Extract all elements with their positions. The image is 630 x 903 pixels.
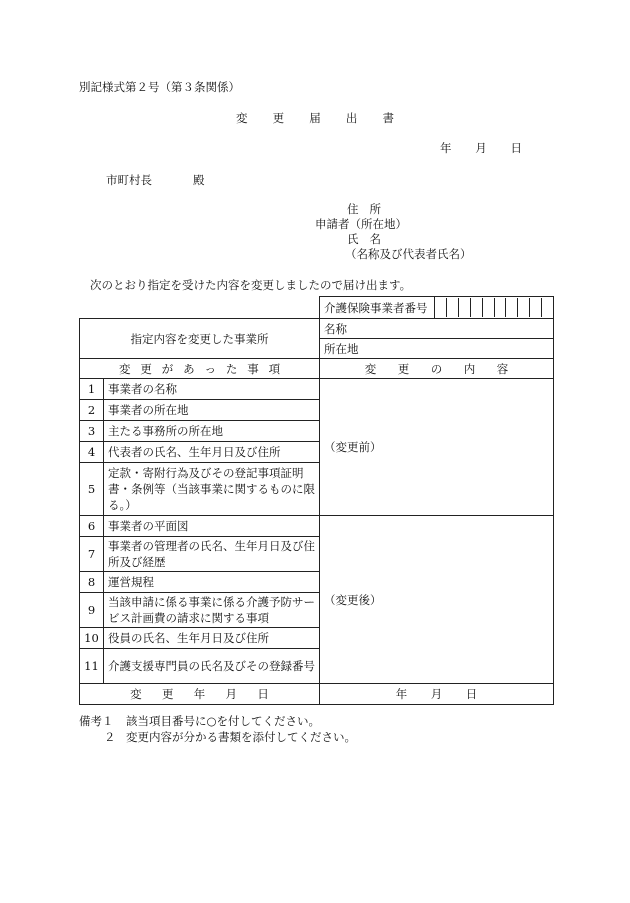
item-text: 定款・寄附行為及びその登記事項証明書・条例等（当該事業に関するものに限る。） <box>104 463 320 516</box>
header-char: 更 <box>140 361 152 376</box>
addressee: 市町村長 <box>106 173 152 187</box>
honorific: 殿 <box>193 173 205 187</box>
notes-label: 備考１ <box>79 714 114 728</box>
date-day-label: 日 <box>510 141 522 155</box>
header-char: 容 <box>496 361 509 376</box>
content-header <box>320 359 554 379</box>
column-header-row <box>80 359 554 379</box>
item-text: 代表者の氏名、生年月日及び住所 <box>104 442 320 463</box>
facility-location-label: 所在地 <box>324 341 359 356</box>
item-row <box>80 516 554 537</box>
item-text: 役員の氏名、生年月日及び住所 <box>104 628 320 649</box>
before-change-field[interactable] <box>320 379 554 516</box>
label-char: 所 <box>369 202 381 216</box>
header-char: 内 <box>463 361 476 376</box>
label-char: 名 <box>369 232 381 246</box>
item-text: 運営規程 <box>104 572 320 593</box>
title-char: 書 <box>382 111 394 125</box>
note-1: 該当項目番号に○を付してください。 <box>126 714 321 728</box>
note-2: 変更内容が分かる書類を添付してください。 <box>126 730 356 744</box>
title-char: 変 <box>236 111 248 125</box>
intro-text: 次のとおり指定を受けた内容を変更しましたので届け出ます。 <box>90 278 412 292</box>
item-number[interactable]: 8 <box>80 572 104 593</box>
item-number[interactable]: 7 <box>80 537 104 572</box>
change-date-field[interactable] <box>320 684 554 705</box>
item-text: 事業者の所在地 <box>104 400 320 421</box>
header-char: っ <box>204 361 216 376</box>
label-char: 氏 <box>347 232 359 246</box>
facility-name-field[interactable] <box>320 319 554 339</box>
item-text: 事業者の名称 <box>104 379 320 400</box>
label-char: 年 <box>193 687 206 701</box>
after-label: （変更後） <box>324 592 382 607</box>
item-number[interactable]: 10 <box>80 628 104 649</box>
facility-location-field[interactable] <box>320 339 554 359</box>
header-char: 変 <box>118 361 131 376</box>
item-text: 事業者の管理者の氏名、生年月日及び住所及び経歴 <box>104 537 320 572</box>
item-number[interactable]: 3 <box>80 421 104 442</box>
facility-name-label: 名称 <box>324 321 347 336</box>
header-char: 事 <box>247 361 259 376</box>
title-char: 出 <box>345 111 358 125</box>
form-number: 別記様式第２号（第３条関係） <box>79 80 240 94</box>
change-notification-table <box>79 296 554 705</box>
item-text: 主たる事務所の所在地 <box>104 421 320 442</box>
applicant-name-label <box>347 231 381 247</box>
applicant-name-note: （名称及び代表者氏名） <box>345 247 472 261</box>
insurer-number-row <box>80 297 554 319</box>
item-number[interactable]: 6 <box>80 516 104 537</box>
label-char: 日 <box>465 687 478 701</box>
header-char: が <box>161 361 174 376</box>
header-char: 項 <box>268 361 281 376</box>
change-date-row <box>80 684 554 705</box>
header-char: 変 <box>364 361 377 376</box>
item-number[interactable]: 11 <box>80 649 104 684</box>
label-char: 月 <box>430 687 443 701</box>
facility-label: 指定内容を変更した事業所 <box>80 319 320 359</box>
applicant-address-label <box>347 201 381 217</box>
title-char: 届 <box>309 111 321 125</box>
after-change-field[interactable] <box>320 516 554 684</box>
facility-name-row <box>80 319 554 339</box>
label-char: 日 <box>257 687 269 701</box>
header-char: あ <box>183 361 195 376</box>
date-year-label: 年 <box>440 141 452 155</box>
item-text: 事業者の平面図 <box>104 516 320 537</box>
item-text: 介護支援専門員の氏名及びその登録番号 <box>104 649 320 684</box>
change-date-label <box>80 684 320 705</box>
header-char: の <box>430 361 443 376</box>
submission-date <box>440 140 522 156</box>
title-char: 更 <box>272 111 285 125</box>
header-char: 更 <box>397 361 410 376</box>
date-month-label: 月 <box>475 141 487 155</box>
item-number[interactable]: 1 <box>80 379 104 400</box>
item-number[interactable]: 5 <box>80 463 104 516</box>
label-char: 更 <box>161 687 174 701</box>
before-label: （変更前） <box>324 440 382 454</box>
items-header <box>80 359 320 379</box>
insurer-number-label: 介護保険事業者番号 <box>320 297 435 319</box>
note-2-number: ２ <box>104 730 116 744</box>
item-text: 当該申請に係る事業に係る介護予防サービス計画費の請求に関する事項 <box>104 593 320 628</box>
label-char: 年 <box>395 687 408 701</box>
applicant-label: 申請者（所在地） <box>315 217 407 231</box>
document-title <box>236 110 394 126</box>
item-row <box>80 379 554 400</box>
item-number[interactable]: 4 <box>80 442 104 463</box>
header-char: た <box>225 361 238 376</box>
label-char: 住 <box>347 202 359 216</box>
insurer-number-boxes[interactable] <box>435 297 554 319</box>
label-char: 変 <box>130 687 142 701</box>
label-char: 月 <box>225 687 238 701</box>
item-number[interactable]: 2 <box>80 400 104 421</box>
item-number[interactable]: 9 <box>80 593 104 628</box>
